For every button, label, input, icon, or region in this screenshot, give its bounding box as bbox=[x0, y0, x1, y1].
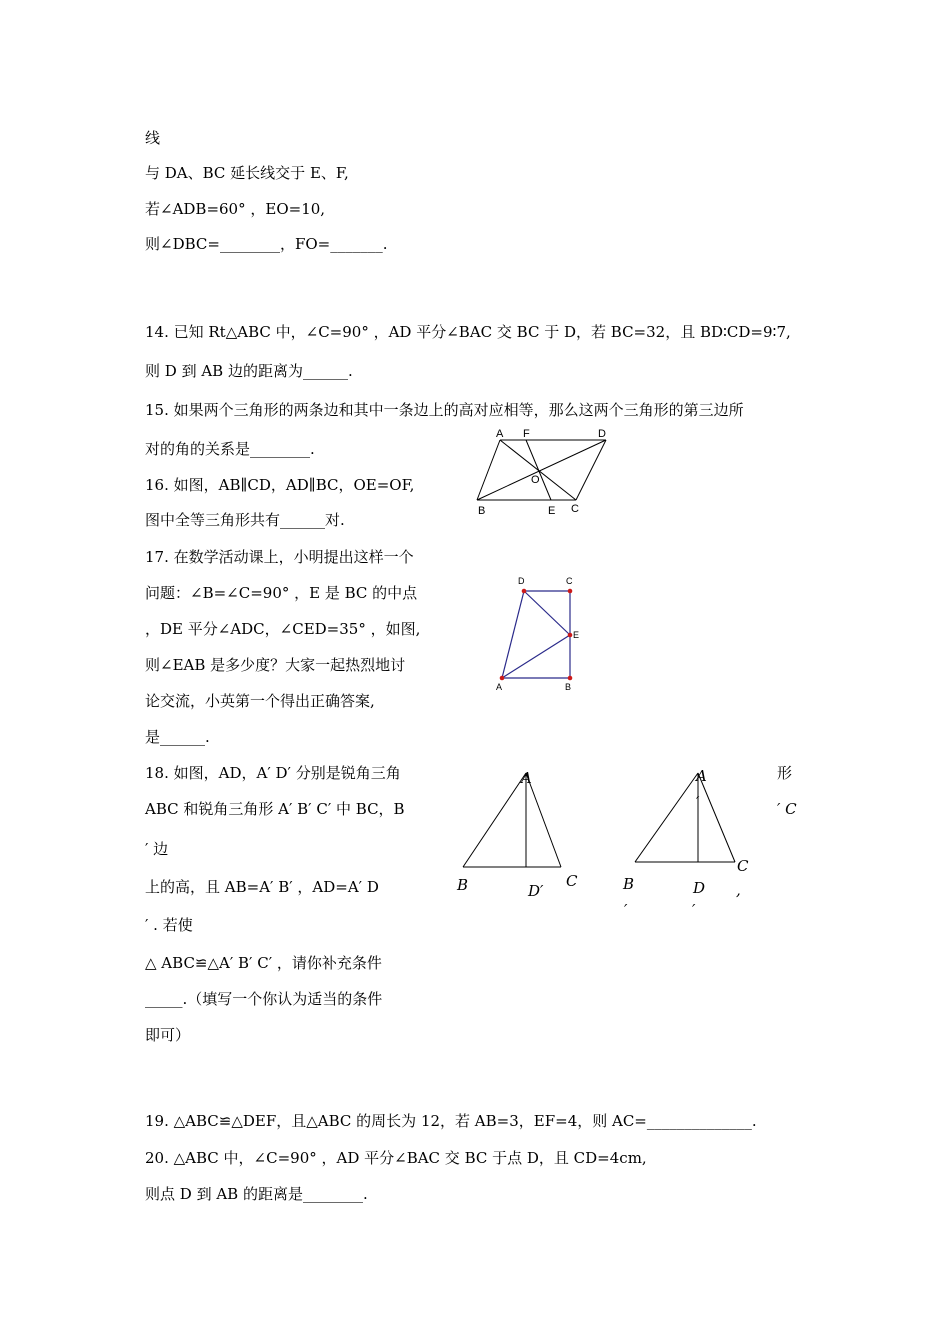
q17-label-a: A bbox=[496, 682, 503, 692]
q16-label-e: E bbox=[548, 505, 556, 517]
q19-line-1: 19. △ABC≌△DEF，且△ABC 的周长为 12，若 AB=3，EF=4，则 AC=______________. bbox=[145, 1112, 757, 1130]
q18-line-8: 即可） bbox=[145, 1026, 191, 1044]
q18-fig1-label-b: B bbox=[457, 876, 469, 894]
q20-line-1: 20. △ABC 中，∠C=90° ，AD 平分∠BAC 交 BC 于点 D，且 CD=4cm, bbox=[145, 1149, 647, 1167]
q13-line-1: 线 bbox=[145, 129, 161, 147]
q16-label-f: F bbox=[523, 428, 530, 440]
q17-label-c: C bbox=[566, 576, 573, 586]
q13-line-2: 与 DA、BC 延长线交于 E、F, bbox=[145, 164, 349, 182]
q17-label-e: E bbox=[573, 630, 580, 640]
q18-line-1: 18. 如图，AD，A′ D′ 分别是锐角三角 bbox=[145, 764, 401, 782]
q16-parallelogram-figure bbox=[470, 430, 620, 520]
q18-fig2-label-d-prime: ′ bbox=[692, 901, 696, 919]
q15-line-2: 对的角的关系是________. bbox=[145, 440, 315, 458]
q18-triangle-abc-figure bbox=[455, 765, 595, 905]
q17-line-3: ，DE 平分∠ADC，∠CED=35° ，如图, bbox=[145, 620, 421, 638]
q14-line-1: 14. 已知 Rt△ABC 中，∠C=90° ，AD 平分∠BAC 交 BC 于 D，若 BC=32，且 BD∶CD=9∶7, bbox=[145, 323, 791, 341]
q18-line-2: ABC 和锐角三角形 A′ B′ C′ 中 BC，B bbox=[145, 800, 405, 818]
q17-line-5: 论交流，小英第一个得出正确答案, bbox=[145, 692, 375, 710]
q16-label-c: C bbox=[571, 503, 579, 515]
q17-label-b: B bbox=[565, 682, 572, 692]
q18-fig2-label-b-prime: ′ bbox=[624, 901, 628, 919]
q18-fig1-label-a: A bbox=[521, 769, 532, 787]
q15-line-1: 15. 如果两个三角形的两条边和其中一条边上的高对应相等，那么这两个三角形的第三边所 bbox=[145, 401, 744, 419]
q13-line-4: 则∠DBC=________，FO=_______. bbox=[145, 235, 388, 253]
q18-fig2-label-a-prime: ′ bbox=[696, 793, 700, 811]
q17-line-6: 是______. bbox=[145, 728, 210, 746]
q20-line-2: 则点 D 到 AB 的距离是________. bbox=[145, 1185, 368, 1203]
q16-label-b: B bbox=[478, 505, 486, 517]
q13-line-3: 若∠ADB=60° ，EO=10, bbox=[145, 200, 326, 218]
q18-line-2-tail: ′ C bbox=[777, 800, 797, 818]
q17-label-d: D bbox=[518, 576, 525, 586]
q18-fig1-label-c: C bbox=[566, 872, 578, 890]
q18-line-1-tail: 形 bbox=[777, 764, 793, 782]
q18-line-5: ′ . 若使 bbox=[145, 916, 193, 934]
q18-fig2-label-c: C bbox=[737, 857, 749, 875]
q18-triangle-a1b1c1-figure bbox=[620, 765, 760, 925]
q18-line-7: _____.（填写一个你认为适当的条件 bbox=[145, 990, 383, 1008]
q16-label-d: D bbox=[598, 428, 606, 440]
q17-line-2: 问题：∠B=∠C=90° ，E 是 BC 的中点 bbox=[145, 584, 418, 602]
q17-line-1: 17. 在数学活动课上，小明提出这样一个 bbox=[145, 548, 414, 566]
q18-line-4: 上的高，且 AB=A′ B′ ，AD=A′ D bbox=[145, 878, 379, 896]
q17-line-4: 则∠EAB 是多少度？大家一起热烈地讨 bbox=[145, 656, 406, 674]
q18-fig1-label-d: D′ bbox=[528, 882, 544, 900]
q16-line-2: 图中全等三角形共有______对. bbox=[145, 511, 345, 529]
q17-trapezoid-figure bbox=[490, 570, 590, 700]
q18-fig2-label-a: A bbox=[696, 767, 707, 785]
q18-fig2-label-b: B bbox=[623, 875, 635, 893]
q16-line-1: 16. 如图，AB∥CD，AD∥BC，OE=OF, bbox=[145, 476, 415, 494]
q18-line-6: △ ABC≌△A′ B′ C′ ，请你补充条件 bbox=[145, 954, 382, 972]
q18-fig2-label-c-prime: , bbox=[736, 881, 741, 899]
q16-label-a: A bbox=[496, 428, 504, 440]
q18-line-3: ′ 边 bbox=[145, 840, 169, 858]
q16-label-o: O bbox=[531, 474, 540, 486]
q18-fig2-label-d: D bbox=[693, 879, 706, 897]
q14-line-2: 则 D 到 AB 边的距离为______. bbox=[145, 362, 353, 380]
